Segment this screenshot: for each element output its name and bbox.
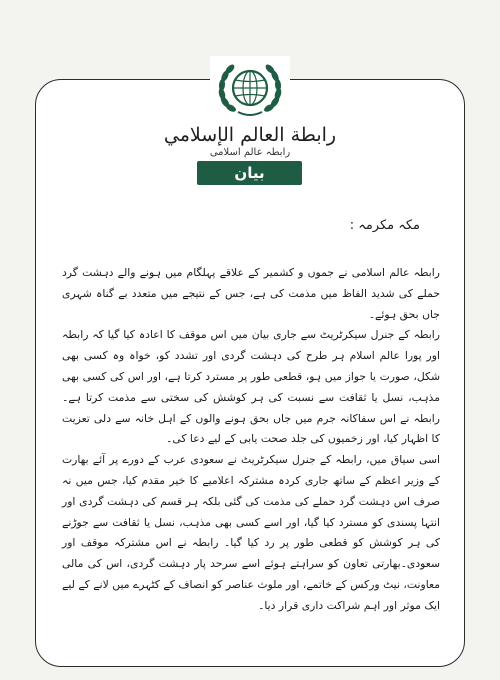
- organization-name-urdu: رابطہ عالم اسلامی: [209, 147, 291, 158]
- organization-name-arabic: رابطة العالم الإسلامي: [163, 124, 337, 146]
- globe-wreath-emblem-icon: [210, 56, 290, 126]
- statement-paragraph: اسی سیاق میں، رابطہ کے جنرل سیکرٹریٹ نے سعودی عرب کے دورے پر آئے بھارت کے وزیر اعظم کے ساتھ جاری کردہ مشترکہ اعلامیے کا خیر مقدم کیا، جس میں نہ صرف اس دہشت گرد حملے کی مذمت کی گئی بلکہ ہر قسم کی دہشت گردی اور انتہا پسندی کو مسترد کیا گیا، اور اسے کسی بھی مذہب، نسل یا ثقافت سے جوڑنے کی ہر کوشش کو قطعی طور پر رد کیا گیا۔ رابطہ نے اس مشترکہ موقف اور سعودی۔بھارتی تعاون کو سراہتے ہوئے اسے سرحد پار دہشت گردی، اس کی مالی معاونت، نیٹ ورکس کے خاتمے، اور ملوث عناصر کو انصاف کے کٹہرے میں لانے کے لیے ایک موثر اور اہم شراکت داری قرار دیا۔: [62, 453, 440, 612]
- statement-paragraph: رابطہ عالم اسلامی نے جموں و کشمیر کے علاقے پہلگام میں ہونے والے دہشت گرد حملے کی شدید الفاظ میں مذمت کی ہے، جس کے نتیجے میں متعدد بے گناہ شہری جاں بحق ہوئے۔: [62, 266, 440, 321]
- dateline: مکہ مکرمہ :: [349, 218, 420, 233]
- document-type-label: بیان: [197, 161, 302, 185]
- statement-body: [62, 263, 440, 617]
- statement-paragraph: رابطہ کے جنرل سیکرٹریٹ سے جاری بیان میں اس موقف کا اعادہ کیا گیا کہ رابطہ اور پورا عالم اسلام ہر طرح کی دہشت گردی اور تشدد کو، خواہ وہ کسی بھی شکل، صورت یا جواز میں ہو، قطعی طور پر مسترد کرتا ہے، اور اس کی کسی بھی مذہب، نسل یا ثقافت سے نسبت کی ہر کوشش کی سختی سے مذمت کرتا ہے۔ رابطہ نے اس سفاکانہ جرم میں جاں بحق ہونے والوں کے اہل خانہ سے دلی تعزیت کا اظہار کیا، اور زخمیوں کی جلد صحت یابی کے لیے دعا کی۔: [62, 328, 440, 446]
